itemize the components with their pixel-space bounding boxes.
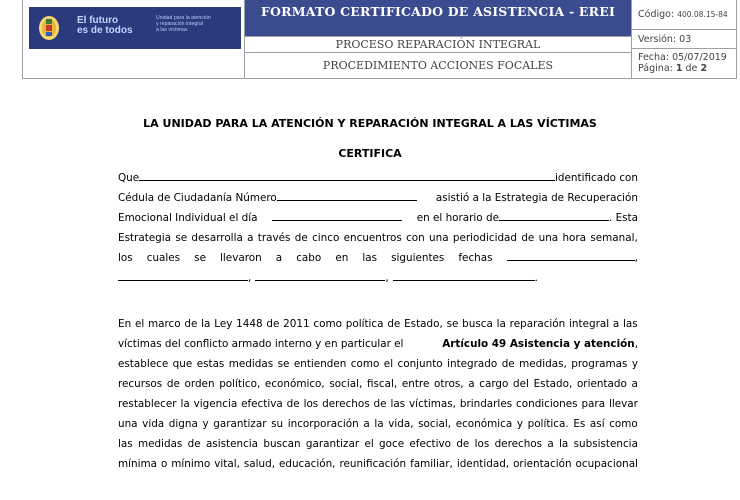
line-3: [118, 208, 638, 228]
legal-line-5: restablecer la vigencia efectiva de los derechos de las víctimas, brindarles condiciones para llevar: [118, 398, 638, 410]
document-header: [22, 0, 737, 79]
article-49: Artículo 49 Asistencia y atención: [442, 338, 635, 350]
procedure-name: PROCEDIMIENTO ACCIONES FOCALES: [322, 59, 554, 72]
logo-line1: El futuro: [77, 15, 119, 26]
legal-line-8: mínima o mínimo vital, salud, educación, reunificación familiar, identidad, orientación ocupacional: [118, 458, 638, 470]
legal-line-1: En el marco de la Ley 1448 de 2011 como política de Estado, se busca la reparación integral a las: [118, 318, 638, 330]
header-middle: [245, 0, 631, 78]
text-emocional: Emocional Individual el día: [118, 212, 258, 224]
text-cedula-label: Cédula de Ciudadanía Número: [118, 192, 277, 204]
word-1: los: [118, 252, 133, 264]
date3-blank[interactable]: [255, 268, 385, 281]
comma-1: ,: [634, 252, 638, 264]
logo-slogan: [77, 16, 133, 36]
text-que: Que: [118, 172, 140, 184]
text-cedula: [118, 188, 417, 208]
date4-blank[interactable]: [393, 268, 535, 281]
legal-paragraph: [118, 314, 638, 474]
legal-line-6: una vida digna y garantizar su incorporación a la vida, social, económica y política. Es así como: [118, 418, 638, 430]
certifica-heading: CERTIFICA: [338, 147, 402, 160]
word-4: llevaron: [220, 252, 262, 264]
process-name: PROCESO REPARACIÓN INTEGRAL: [245, 36, 631, 53]
form-title: FORMATO CERTIFICADO DE ASISTENCIA - EREI: [245, 0, 631, 36]
date1-blank[interactable]: [507, 248, 635, 261]
word-6: cabo: [296, 252, 322, 264]
date2-blank[interactable]: [118, 268, 248, 281]
legal-line-2-comma: ,: [634, 338, 638, 350]
line-5: [118, 248, 638, 268]
institution-logo: [29, 7, 241, 49]
logo-small1: Unidad para la atención: [156, 15, 211, 21]
word-2: cuales: [146, 252, 181, 264]
line-1: [118, 168, 638, 188]
logo-small2: y reparación integral: [156, 21, 204, 27]
certificate-paragraph: [118, 168, 638, 288]
code-label: Código:: [638, 9, 675, 20]
word-5: a: [275, 252, 283, 264]
coat-of-arms-icon: [37, 13, 61, 43]
word-3: se: [194, 252, 206, 264]
line-6: [118, 268, 638, 288]
comma-3: ,: [385, 272, 389, 284]
page-of: de: [685, 63, 698, 74]
logo-cell: [23, 0, 245, 78]
logo-unit-name: [156, 15, 211, 33]
day-blank[interactable]: [272, 208, 402, 221]
legal-line-2: [118, 334, 638, 354]
page-current: 1: [675, 63, 683, 74]
header-meta: [631, 0, 737, 78]
id-number-blank[interactable]: [277, 188, 417, 201]
word-9: siguientes: [391, 252, 445, 264]
legal-line-4: recursos de orden político, económico, social, fiscal, entre otros, a cargo del Estado, orientado a: [118, 378, 638, 390]
text-asistio: asistió a la Estrategia de Recuperación: [435, 192, 638, 204]
word-7: en: [335, 252, 349, 264]
legal-line-2-a: víctimas del conflicto armado interno y en particular el: [118, 338, 404, 350]
line-4: Estrategia se desarrolla a través de cinco encuentros con una periodicidad de una hora semanal,: [118, 232, 638, 244]
line-2: [118, 188, 638, 208]
legal-line-7: las medidas de asistencia buscan garantizar el goce efectivo de los derechos a la subsistencia: [118, 438, 638, 450]
text-esta: . Esta: [608, 212, 638, 224]
date-text: Fecha: 05/07/2019: [638, 52, 727, 63]
period-end: .: [534, 272, 538, 284]
date-page-cell: [632, 49, 737, 78]
word-10: fechas: [458, 252, 493, 264]
comma-2: ,: [248, 272, 252, 284]
text-identificado: identificado con: [555, 172, 638, 184]
text-horario: [417, 208, 638, 228]
version-cell: Versión: 03: [632, 30, 737, 49]
code-value: 400.08.15-84: [677, 10, 728, 19]
schedule-blank[interactable]: [499, 208, 609, 221]
page-label: Página:: [638, 63, 673, 74]
page-total: 2: [700, 63, 708, 74]
code-cell: [632, 0, 737, 30]
legal-line-3: establece que estas medidas se entienden como el conjunto integrado de medidas, programas y: [118, 358, 638, 370]
name-blank[interactable]: [139, 168, 555, 181]
logo-line2: es de todos: [77, 25, 133, 36]
legal-line-2-b: [442, 334, 638, 354]
logo-small3: a las víctimas: [156, 27, 188, 33]
date1-group: [507, 248, 638, 268]
text-horario-label: en el horario de: [416, 212, 499, 224]
main-heading: LA UNIDAD PARA LA ATENCIÓN Y REPARACIÓN INTEGRAL A LAS VÍCTIMAS: [143, 117, 597, 130]
page-number: [638, 63, 737, 74]
word-8: las: [362, 252, 378, 264]
